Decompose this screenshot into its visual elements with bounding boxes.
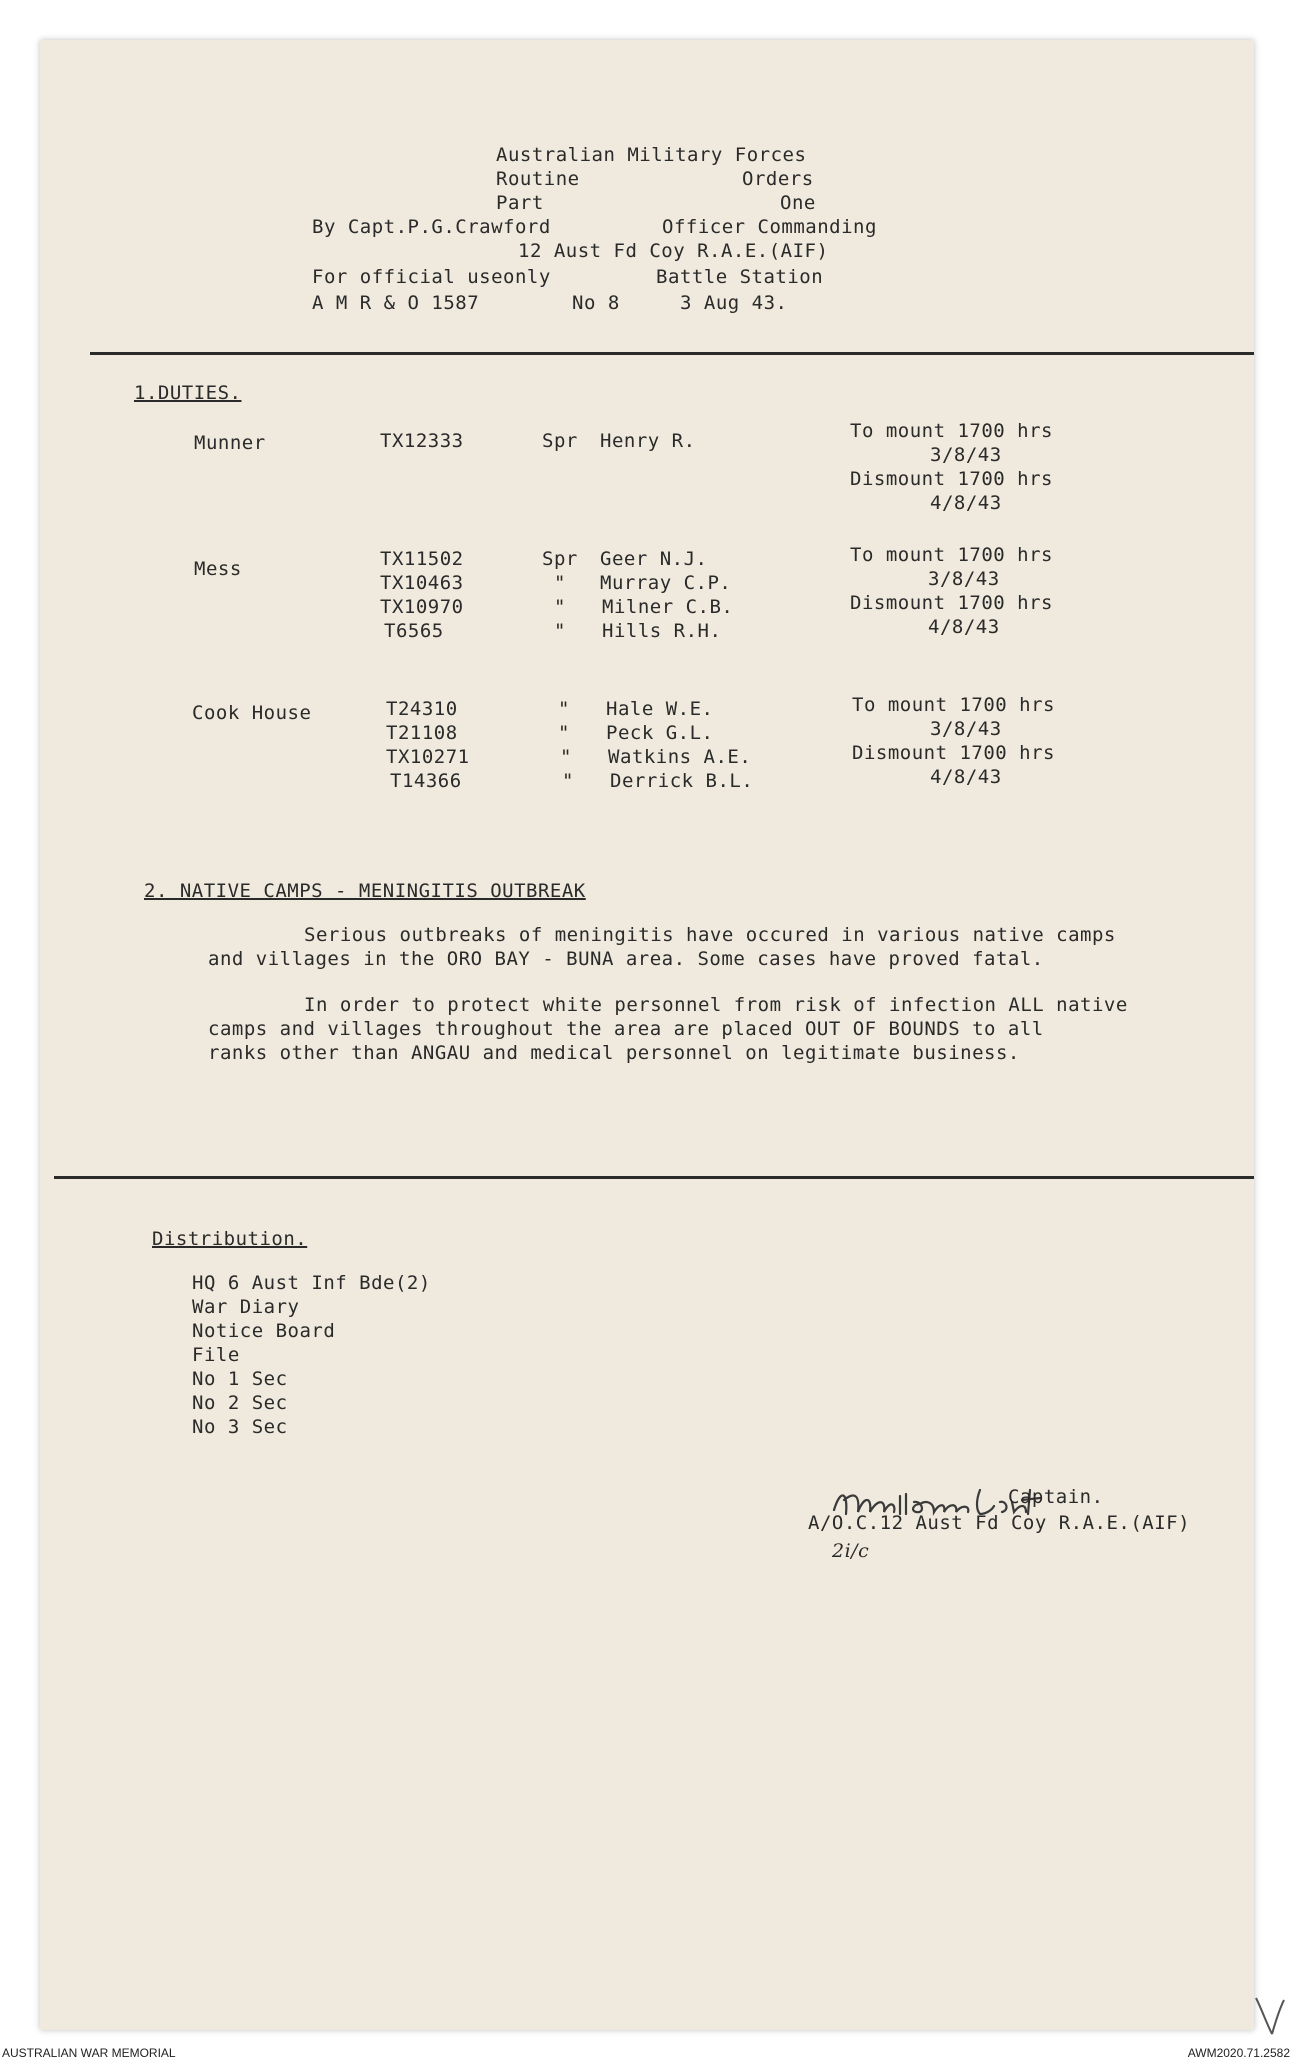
footer-institution: AUSTRALIAN WAR MEMORIAL xyxy=(2,2046,176,2060)
rank: " xyxy=(562,770,574,792)
mount-time: To mount 1700 hrs xyxy=(852,694,1055,716)
footer-accession: AWM2020.71.2582 xyxy=(1187,2046,1290,2060)
signature-note: 2i/c xyxy=(832,1540,870,1562)
rank: " xyxy=(558,698,570,720)
distribution-item: File xyxy=(192,1344,240,1366)
mount-date: 3/8/43 xyxy=(930,444,1002,466)
distribution-item: No 1 Sec xyxy=(192,1368,288,1390)
dismount-date: 4/8/43 xyxy=(930,766,1002,788)
paragraph-line: camps and villages throughout the area are placed OUT OF BOUNDS to all xyxy=(208,1018,1044,1040)
person-name: Peck G.L. xyxy=(606,722,714,744)
paragraph-line: and villages in the ORO BAY - BUNA area. Some cases have proved fatal. xyxy=(208,948,1044,970)
meningitis-heading: 2. NATIVE CAMPS - MENINGITIS OUTBREAK xyxy=(144,880,586,902)
rank: Spr xyxy=(542,430,578,452)
service-number: T6565 xyxy=(384,620,444,642)
header-one: One xyxy=(780,192,816,214)
distribution-item: No 3 Sec xyxy=(192,1416,288,1438)
service-number: TX10463 xyxy=(380,572,464,594)
person-name: Derrick B.L. xyxy=(610,770,754,792)
duty-label: Munner xyxy=(194,432,266,454)
rank: " xyxy=(554,620,566,642)
header-title: Australian Military Forces xyxy=(496,144,807,166)
service-number: T21108 xyxy=(386,722,458,744)
duty-label: Cook House xyxy=(192,702,312,724)
rank: " xyxy=(560,746,572,768)
header-date: 3 Aug 43. xyxy=(680,292,788,314)
paragraph-line: ranks other than ANGAU and medical personnel on legitimate business. xyxy=(208,1042,1020,1064)
signature-rank: Captain. xyxy=(1008,1486,1104,1508)
distribution-item: No 2 Sec xyxy=(192,1392,288,1414)
mount-time: To mount 1700 hrs xyxy=(850,544,1053,566)
corner-mark xyxy=(1250,1990,1290,2040)
header-amr: A M R & O 1587 xyxy=(312,292,480,314)
distribution-item: HQ 6 Aust Inf Bde(2) xyxy=(192,1272,431,1294)
duties-heading: 1.DUTIES. xyxy=(134,382,242,404)
signature-unit: A/O.C.12 Aust Fd Coy R.A.E.(AIF) xyxy=(808,1512,1191,1534)
mount-date: 3/8/43 xyxy=(928,568,1000,590)
person-name: Henry R. xyxy=(600,430,696,452)
distribution-item: War Diary xyxy=(192,1296,300,1318)
person-name: Geer N.J. xyxy=(600,548,708,570)
rank: Spr xyxy=(542,548,578,570)
service-number: T14366 xyxy=(390,770,462,792)
person-name: Milner C.B. xyxy=(602,596,734,618)
header-order-number: No 8 xyxy=(572,292,620,314)
dismount-time: Dismount 1700 hrs xyxy=(850,592,1053,614)
distribution-item: Notice Board xyxy=(192,1320,336,1342)
person-name: Hills R.H. xyxy=(602,620,722,642)
person-name: Murray C.P. xyxy=(600,572,732,594)
header-routine: Routine xyxy=(496,168,580,190)
header-officer: Officer Commanding xyxy=(662,216,877,238)
document-page xyxy=(40,40,1254,2030)
top-divider xyxy=(90,352,1254,355)
header-unit: 12 Aust Fd Coy R.A.E.(AIF) xyxy=(518,240,829,262)
header-by: By Capt.P.G.Crawford xyxy=(312,216,551,238)
person-name: Hale W.E. xyxy=(606,698,714,720)
paragraph-line: Serious outbreaks of meningitis have occured in various native camps xyxy=(304,924,1116,946)
service-number: TX10271 xyxy=(386,746,470,768)
service-number: TX11502 xyxy=(380,548,464,570)
dismount-time: Dismount 1700 hrs xyxy=(852,742,1055,764)
rank: " xyxy=(558,722,570,744)
header-orders: Orders xyxy=(742,168,814,190)
duty-label: Mess xyxy=(194,558,242,580)
header-official: For official useonly xyxy=(312,266,551,288)
dismount-date: 4/8/43 xyxy=(928,616,1000,638)
mount-time: To mount 1700 hrs xyxy=(850,420,1053,442)
dismount-date: 4/8/43 xyxy=(930,492,1002,514)
service-number: TX12333 xyxy=(380,430,464,452)
service-number: T24310 xyxy=(386,698,458,720)
paragraph-line: In order to protect white personnel from risk of infection ALL native xyxy=(304,994,1128,1016)
mount-date: 3/8/43 xyxy=(930,718,1002,740)
rank: " xyxy=(554,596,566,618)
header-part: Part xyxy=(496,192,544,214)
person-name: Watkins A.E. xyxy=(608,746,752,768)
dismount-time: Dismount 1700 hrs xyxy=(850,468,1053,490)
distribution-heading: Distribution. xyxy=(152,1228,308,1250)
service-number: TX10970 xyxy=(380,596,464,618)
rank: " xyxy=(554,572,566,594)
bottom-divider xyxy=(54,1176,1254,1179)
header-station: Battle Station xyxy=(656,266,824,288)
